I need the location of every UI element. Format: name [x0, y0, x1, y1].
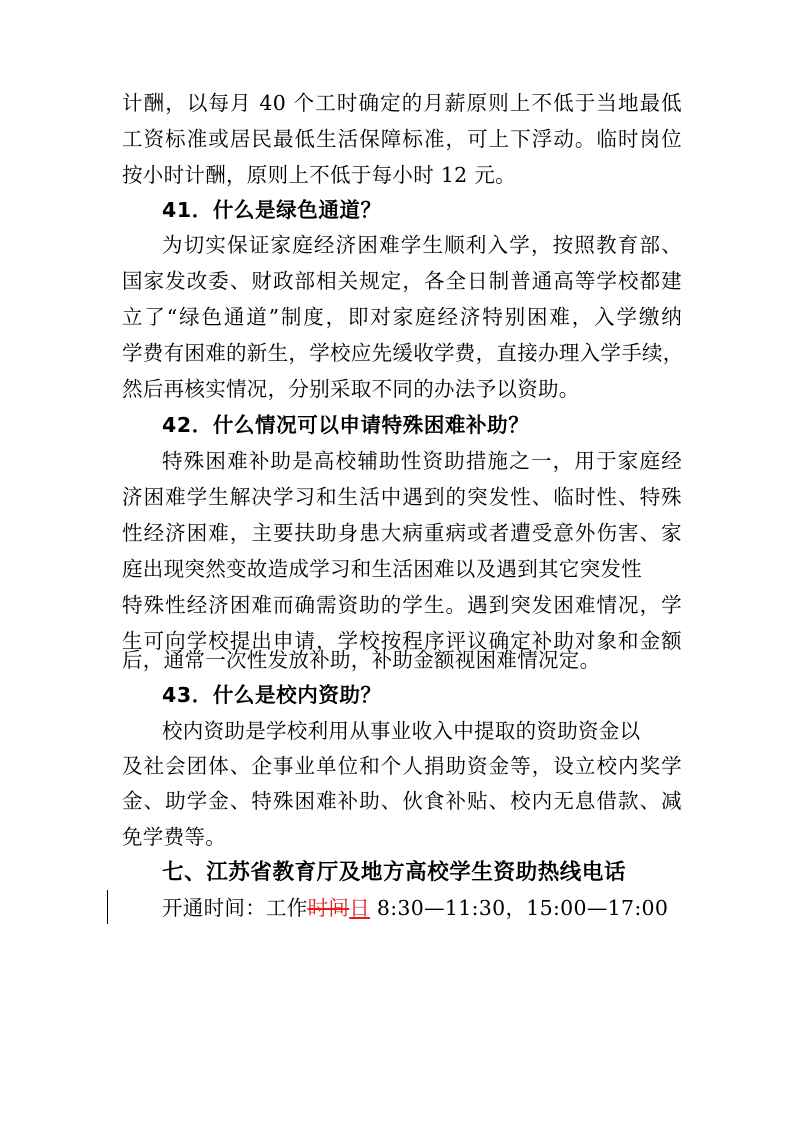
- paragraph-line: 校内资助是学校利用从事业收入中提取的资助资金以: [162, 719, 641, 743]
- paragraph-line: 免学费等。: [122, 825, 226, 849]
- paragraph-line: 为切实保证家庭经济困难学生顺利入学，按照教育部、: [162, 233, 682, 257]
- paragraph-line: 按小时计酬，原则上不低于每小时 12 元。: [122, 163, 516, 187]
- paragraph-line: 后，通常一次性发放补助，补助金额视困难情况定。: [122, 648, 601, 672]
- office-hours-prefix: 开通时间：工作: [162, 896, 308, 920]
- paragraph-line: 金、助学金、特殊困难补助、伙食补贴、校内无息借款、减: [122, 789, 682, 813]
- paragraph-line: 生可向学校提出申请，学校按程序评议确定补助对象和金额: [122, 629, 682, 653]
- inserted-text: 日: [349, 896, 371, 920]
- question-heading-42: 42．什么情况可以申请特殊困难补助？: [162, 413, 530, 437]
- paragraph-line: 特殊性经济困难而确需资助的学生。遇到突发困难情况，学: [122, 593, 682, 617]
- paragraph-line: 性经济困难，主要扶助身患大病重病或者遭受意外伤害、家: [122, 521, 682, 545]
- paragraph-line: 及社会团体、企事业单位和个人捐助资金等，设立校内奖学: [122, 754, 682, 778]
- office-hours-times: 8:30—11:30，15:00—17:00: [370, 896, 669, 920]
- paragraph-line: 庭出现突然变故造成学习和生活困难以及遇到其它突发性: [122, 557, 642, 581]
- question-heading-41: 41．什么是绿色通道？: [162, 198, 382, 222]
- question-heading-43: 43．什么是校内资助？: [162, 683, 382, 707]
- paragraph-line: 计酬，以每月 40 个工时确定的月薪原则上不低于当地最低: [122, 91, 682, 115]
- office-hours-line: [162, 893, 682, 923]
- paragraph-line: 特殊困难补助是高校辅助性资助措施之一，用于家庭经: [162, 449, 682, 473]
- section-heading-7: [162, 858, 682, 888]
- paragraph-line: 工资标准或居民最低生活保障标准，可上下浮动。临时岗位: [122, 127, 682, 151]
- paragraph-line: 学费有困难的新生，学校应先缓收学费，直接办理入学手续，: [122, 341, 684, 365]
- paragraph-line: 国家发改委、财政部相关规定，各全日制普通高等学校都建: [122, 269, 682, 293]
- paragraph-line: 然后再核实情况，分别采取不同的办法予以资助。: [122, 377, 580, 401]
- deleted-text: 时间: [307, 896, 350, 920]
- paragraph-line: 立了“绿色通道”制度，即对家庭经济特别困难，入学缴纳: [122, 305, 682, 329]
- section-heading-text: 七、江苏省教育厅及地方高校学生资助热线电话: [162, 860, 627, 885]
- paragraph-line: 济困难学生解决学习和生活中遇到的突发性、临时性、特殊: [122, 485, 682, 509]
- revision-change-bar: [107, 890, 108, 924]
